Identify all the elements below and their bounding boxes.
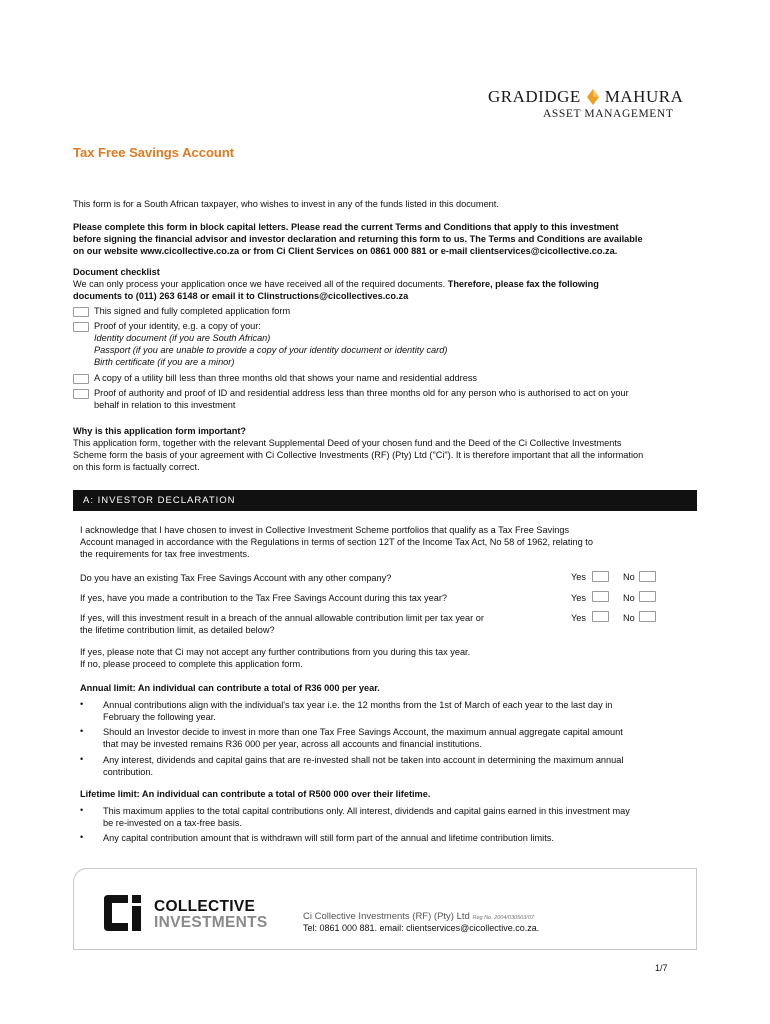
acknowledgement-line-3: the requirements for tax free investments. <box>80 549 250 559</box>
checklist-heading: Document checklist <box>73 267 160 277</box>
gradidge-mahura-logo <box>488 87 703 127</box>
question-contribution-made: If yes, have you made a contribution to the Tax Free Savings Account during this tax year? <box>80 593 448 603</box>
q1-yes-checkbox[interactable] <box>592 571 609 582</box>
page-title: Tax Free Savings Account <box>73 145 235 160</box>
footer-contact: Tel: 0861 000 881. email: clientservices@cicollective.co.za. <box>303 923 540 933</box>
bullet-marker: • <box>80 726 84 736</box>
q3-no-checkbox[interactable] <box>639 611 656 622</box>
ci-collective-logo <box>100 893 268 933</box>
annual-bullet-1: Annual contributions align with the individual's tax year i.e. the 12 months from the 1st of March of each year to the last day in <box>103 700 613 710</box>
no-label: No <box>623 572 635 582</box>
importance-line-1: This application form, together with the relevant Supplemental Deed of your chosen fund and the Deed of the Ci Collective Investments <box>73 438 622 448</box>
id-doc-option: Identity document (if you are South African) <box>94 333 271 343</box>
brand-sub: ASSET MANAGEMENT <box>543 108 674 120</box>
note-yes: If yes, please note that Ci may not accept any further contributions from you during this tax year. <box>80 647 471 657</box>
instructions-line-1: Please complete this form in block capital letters. Please read the current Terms and Conditions that apply to this investment <box>73 222 619 232</box>
question-breach-line-1: If yes, will this investment result in a breach of the annual allowable contribution limit per tax year or <box>80 613 484 623</box>
question-breach-line-2: the lifetime contribution limit, as detailed below? <box>80 625 275 635</box>
brand-right: MAHURA <box>604 87 684 106</box>
q2-no-checkbox[interactable] <box>639 591 656 602</box>
checklist-intro: We can only process your application once we have received all of the required documents. Therefore, please fax the following <box>73 279 599 289</box>
checklist-fax-line: documents to (011) 263 6148 or email it to CIinstructions@cicollectives.co.za <box>73 291 409 301</box>
importance-line-3: on this form is factually correct. <box>73 462 200 472</box>
annual-bullet-2: Should an Investor decide to invest in more than one Tax Free Savings Account, the maximum annual aggregate capital amount <box>103 727 623 737</box>
logo-collective: COLLECTIVE <box>154 898 256 915</box>
annual-bullet-2-cont: that may be invested remains R36 000 per year, across all accounts and financial institutions. <box>103 739 482 749</box>
q1-no-checkbox[interactable] <box>639 571 656 582</box>
checklist-item-label: Proof of authority and proof of ID and residential address less than three months old for any person who is authorised to act on your <box>94 388 629 398</box>
intro-text: This form is for a South African taxpayer, who wishes to invest in any of the funds listed in this document. <box>73 199 499 209</box>
ci-logo-icon <box>100 893 148 933</box>
acknowledgement-line-1: I acknowledge that I have chosen to invest in Collective Investment Scheme portfolios that qualify as a Tax Free Savings <box>80 525 570 535</box>
birth-cert-option: Birth certificate (if you are a minor) <box>94 357 235 367</box>
checklist-item-label: This signed and fully completed application form <box>94 306 291 316</box>
bullet-marker: • <box>80 805 84 815</box>
page-number: 1/7 <box>655 963 668 973</box>
lifetime-limit-heading: Lifetime limit: An individual can contribute a total of R500 000 over their lifetime. <box>80 789 431 799</box>
lifetime-bullet-1: This maximum applies to the total capital contributions only. All interest, dividends and capital gains earned in this investment may <box>103 806 630 816</box>
brand-left: GRADIDGE <box>488 87 581 106</box>
q3-yes-checkbox[interactable] <box>592 611 609 622</box>
instructions-line-2: before signing the financial advisor and investor declaration and returning this form to us. The Terms and Conditions are available <box>73 234 643 244</box>
annual-bullet-1-cont: February the following year. <box>103 712 216 722</box>
annual-limit-heading: Annual limit: An individual can contribute a total of R36 000 per year. <box>80 683 380 693</box>
passport-option: Passport (if you are unable to provide a copy of your identity document or identity card) <box>94 345 448 355</box>
bullet-marker: • <box>80 754 84 764</box>
annual-bullet-3-cont: contribution. <box>103 767 154 777</box>
bullet-marker: • <box>80 832 84 842</box>
yes-label: Yes <box>571 613 586 623</box>
checklist-item-label-cont: behalf in relation to this investment <box>94 400 236 410</box>
bullet-marker: • <box>80 699 84 709</box>
checkbox-proof-identity[interactable] <box>73 322 89 332</box>
checkbox-proof-authority[interactable] <box>73 389 89 399</box>
no-label: No <box>623 593 635 603</box>
q2-yes-checkbox[interactable] <box>592 591 609 602</box>
checkbox-utility-bill[interactable] <box>73 374 89 384</box>
note-no: If no, please proceed to complete this application form. <box>80 659 303 669</box>
checkbox-application-form[interactable] <box>73 307 89 317</box>
importance-heading: Why is this application form important? <box>73 426 247 436</box>
acknowledgement-line-2: Account managed in accordance with the Regulations in terms of section 12T of the Income Tax Act, No 58 of 1962, relating to <box>80 537 593 547</box>
diamond-icon <box>587 89 599 105</box>
yes-label: Yes <box>571 572 586 582</box>
no-label: No <box>623 613 635 623</box>
logo-investments: INVESTMENTS <box>154 914 268 931</box>
annual-bullet-3: Any interest, dividends and capital gains that are re-invested shall not be taken into account in determining the maximum annual <box>103 755 624 765</box>
instructions-line-3: on our website www.cicollective.co.za or from Ci Client Services on 0861 000 881 or e-mail clientservices@cicollective.co.za. <box>73 246 618 256</box>
footer-company: Ci Collective Investments (RF) (Pty) Ltd Reg No. 2004/030503/07 <box>303 911 534 922</box>
yes-label: Yes <box>571 593 586 603</box>
importance-line-2: Scheme form the basis of your agreement with Ci Collective Investments (RF) (Pty) Ltd ("Ci"). It is therefore important that all the information <box>73 450 644 460</box>
question-existing-account: Do you have an existing Tax Free Savings Account with any other company? <box>80 573 392 583</box>
section-a-header: A: INVESTOR DECLARATION <box>73 490 697 511</box>
lifetime-bullet-2: Any capital contribution amount that is withdrawn will still form part of the annual and lifetime contribution limits. <box>103 833 554 843</box>
checklist-item-label: Proof of your identity, e.g. a copy of your: <box>94 321 261 331</box>
lifetime-bullet-1-cont: be re-invested on a tax-free basis. <box>103 818 242 828</box>
checklist-item-label: A copy of a utility bill less than three months old that shows your name and residential address <box>94 373 478 383</box>
